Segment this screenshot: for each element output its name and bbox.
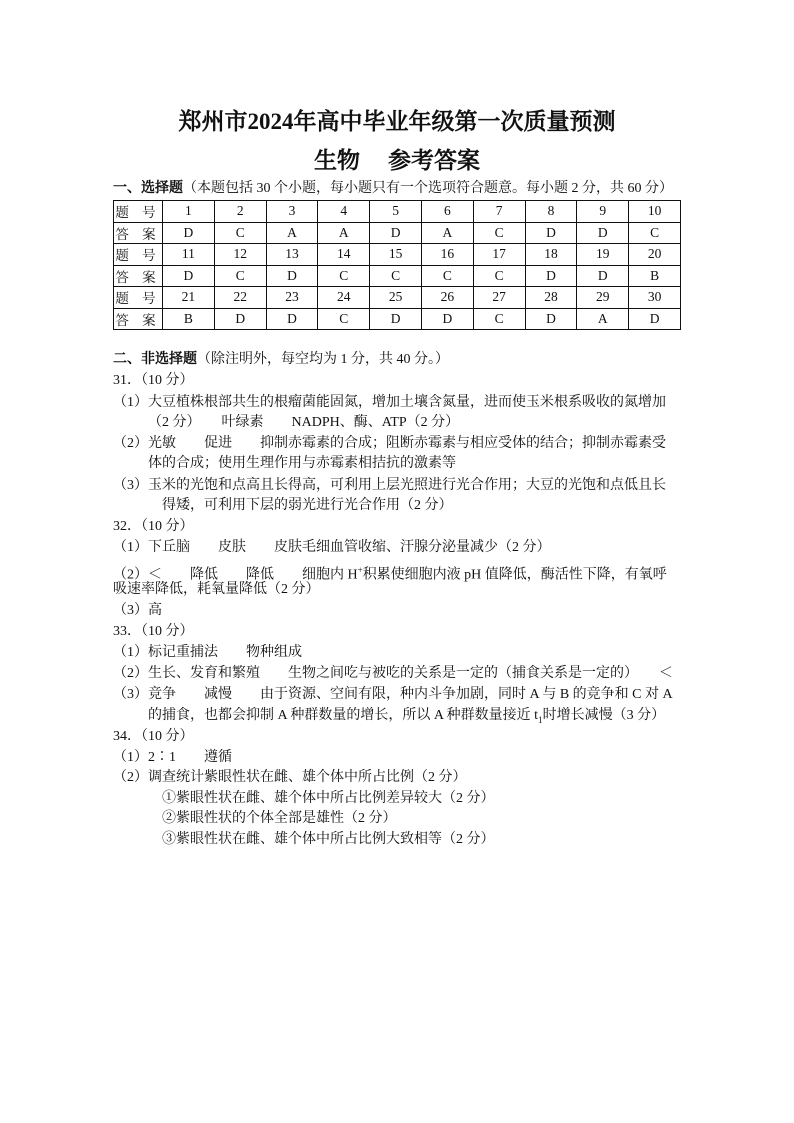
question-number-cell: 11	[163, 244, 215, 266]
answer-line: ③紫眼性状在雌、雄个体中所占比例大致相等（2 分）	[162, 832, 495, 847]
answer-cell: D	[163, 265, 215, 287]
answer-cell: D	[266, 265, 318, 287]
question-number-cell: 17	[473, 244, 525, 266]
question-number-cell: 18	[525, 244, 577, 266]
question-number-cell: 2	[214, 201, 266, 223]
answer-cell: D	[525, 265, 577, 287]
question-number-cell: 16	[421, 244, 473, 266]
q33-header: 33．（10 分）	[113, 624, 194, 639]
section2-header	[113, 350, 449, 369]
question-number-cell: 10	[629, 201, 681, 223]
answer-line: （1）大豆植株根部共生的根瘤菌能固氮，增加土壤含氮量，进而使玉米根系吸收的氮增加	[113, 395, 666, 410]
answer-line: ②紫眼性状的个体全部是雄性（2 分）	[162, 811, 397, 826]
question-number-cell: 23	[266, 287, 318, 309]
answer-line: 得矮，可利用下层的弱光进行光合作用（2 分）	[162, 498, 453, 513]
answer-line: ①紫眼性状在雌、雄个体中所占比例差异较大（2 分）	[162, 791, 495, 806]
page-subtitle	[0, 142, 794, 175]
question-number-cell: 28	[525, 287, 577, 309]
question-number-cell: 9	[577, 201, 629, 223]
question-number-cell: 19	[577, 244, 629, 266]
question-number-row	[114, 287, 681, 309]
question-number-cell: 5	[370, 201, 422, 223]
answer-cell: C	[421, 265, 473, 287]
answer-cell: C	[370, 265, 422, 287]
question-number-cell: 25	[370, 287, 422, 309]
answer-row	[114, 222, 681, 244]
answer-cell: C	[473, 222, 525, 244]
row-label: 答 案	[114, 222, 163, 244]
question-number-row	[114, 244, 681, 266]
section1-note: （本题包括 30 个小题，每小题只有一个选项符合题意。每小题 2 分，共 60 分）	[183, 181, 673, 196]
answer-cell: C	[318, 265, 370, 287]
question-number-row	[114, 201, 681, 223]
question-number-cell: 24	[318, 287, 370, 309]
row-label: 答 案	[114, 308, 163, 330]
answer-cell: C	[629, 222, 681, 244]
answer-cell: D	[629, 308, 681, 330]
answer-line: 体的合成；使用生理作用与赤霉素相拮抗的激素等	[148, 456, 456, 471]
answer-table	[113, 200, 681, 330]
question-number-cell: 30	[629, 287, 681, 309]
text: （2）＜ 降低 降低 细胞内 H	[113, 567, 358, 583]
question-number-cell: 7	[473, 201, 525, 223]
question-number-cell: 29	[577, 287, 629, 309]
question-number-cell: 20	[629, 244, 681, 266]
question-number-cell: 4	[318, 201, 370, 223]
answer-line: （1）2∶1 遵循	[113, 750, 232, 765]
answer-cell: D	[577, 222, 629, 244]
answer-cell: D	[370, 308, 422, 330]
answer-line: （1）标记重捕法 物种组成	[113, 645, 302, 660]
answer-line: （2）生长、发育和繁殖 生物之间吃与被吃的关系是一定的（捕食关系是一定的） ＜	[113, 666, 673, 681]
answer-cell: D	[525, 308, 577, 330]
answer-cell: C	[214, 265, 266, 287]
section2-note: （除注明外，每空均为 1 分，共 40 分。）	[197, 352, 449, 367]
row-label: 答 案	[114, 265, 163, 287]
question-number-cell: 22	[214, 287, 266, 309]
question-number-cell: 26	[421, 287, 473, 309]
answer-cell: B	[629, 265, 681, 287]
answer-cell: D	[370, 222, 422, 244]
answer-line: （1）下丘脑 皮肤 皮肤毛细血管收缩、汗腺分泌量减少（2 分）	[113, 540, 551, 555]
answer-cell: D	[266, 308, 318, 330]
answer-line: （2）光敏 促进 抑制赤霉素的合成；阻断赤霉素与相应受体的结合；抑制赤霉素受	[113, 436, 666, 451]
text: 的捕食，也都会抑制 A 种群数量的增长，所以 A 种群数量接近 t	[148, 708, 539, 723]
text: 时增长减慢（3 分）	[542, 708, 666, 723]
row-label: 题 号	[114, 201, 163, 223]
section1-header	[113, 179, 673, 198]
answer-cell: D	[163, 222, 215, 244]
q34-header: 34．（10 分）	[113, 729, 194, 744]
row-label: 题 号	[114, 287, 163, 309]
section2-heading: 二、非选择题	[113, 351, 197, 367]
section1-heading: 一、选择题	[113, 180, 183, 196]
question-number-cell: 27	[473, 287, 525, 309]
question-number-cell: 12	[214, 244, 266, 266]
superscript: +	[357, 565, 363, 575]
answer-cell: D	[214, 308, 266, 330]
answer-cell: A	[577, 308, 629, 330]
question-number-cell: 13	[266, 244, 318, 266]
subject: 生物	[314, 148, 360, 173]
answer-cell: D	[525, 222, 577, 244]
question-number-cell: 3	[266, 201, 318, 223]
question-number-cell: 6	[421, 201, 473, 223]
row-label: 题 号	[114, 244, 163, 266]
answer-line: （2 分） 叶绿素 NADPH、酶、ATP（2 分）	[148, 415, 460, 430]
subscript: 1	[538, 714, 543, 725]
answer-row	[114, 308, 681, 330]
answer-cell: C	[318, 308, 370, 330]
question-number-cell: 21	[163, 287, 215, 309]
answer-cell: B	[163, 308, 215, 330]
question-number-cell: 15	[370, 244, 422, 266]
answer-line: （3）玉米的光饱和点高且长得高，可利用上层光照进行光合作用；大豆的光饱和点低且长	[113, 478, 666, 493]
question-number-cell: 1	[163, 201, 215, 223]
answer-cell: A	[318, 222, 370, 244]
answer-line	[148, 707, 665, 729]
answer-line: 吸速率降低，耗氧量降低（2 分）	[113, 582, 320, 597]
answer-cell: D	[577, 265, 629, 287]
q32-header: 32．（10 分）	[113, 519, 194, 534]
answer-line: （3）高	[113, 603, 162, 618]
q31-header: 31．（10 分）	[113, 373, 194, 388]
answer-cell: A	[421, 222, 473, 244]
answer-line: （2）调查统计紫眼性状在雌、雄个体中所占比例（2 分）	[113, 770, 467, 785]
subtitle-label: 参考答案	[388, 148, 480, 173]
page-title: 郑州市2024年高中毕业年级第一次质量预测	[178, 109, 616, 134]
answer-cell: C	[473, 265, 525, 287]
question-number-cell: 8	[525, 201, 577, 223]
question-number-cell: 14	[318, 244, 370, 266]
answer-cell: C	[473, 308, 525, 330]
answer-cell: D	[421, 308, 473, 330]
answer-row	[114, 265, 681, 287]
answer-cell: A	[266, 222, 318, 244]
answer-line: （3）竞争 减慢 由于资源、空间有限，种内斗争加剧，同时 A 与 B 的竞争和 C 对 A	[113, 687, 673, 702]
text: 积累使细胞内液 pH 值降低，酶活性下降，有氧呼	[362, 567, 667, 583]
answer-cell: C	[214, 222, 266, 244]
